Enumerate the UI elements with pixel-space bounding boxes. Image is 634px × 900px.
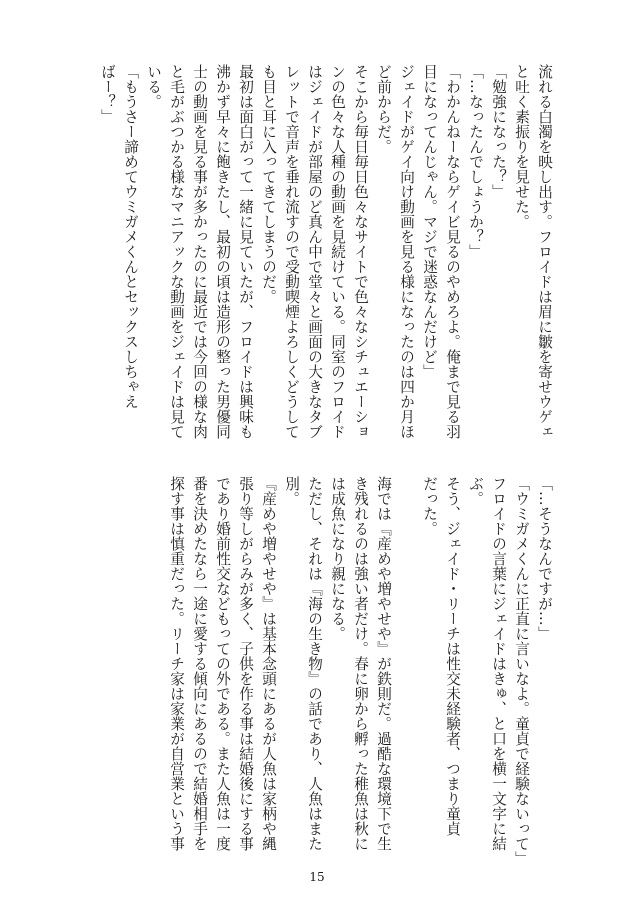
text-line: 「勉強になった？」: [490, 64, 507, 199]
text-line: ジェイドがゲイ向け動画を見る様になったのは四か月ほ: [398, 64, 415, 439]
text-line: は成魚になり親になる。: [329, 476, 346, 641]
text-line: 探す事は慎重だった。リーチ家は家業が自営業という事: [168, 476, 185, 851]
text-line: 「わかんねーならゲイビ見るのやめろよ。俺まで見る羽: [444, 64, 461, 439]
text-line: そこから毎日毎日色々なサイトで色々なシチュエーショ: [352, 64, 369, 439]
text-line: 流れる白濁を映し出す。フロイドは眉に皺を寄せウゲェ: [536, 64, 553, 439]
text-line: 「もうさー諦めてウミガメくんとセックスしちゃえ: [122, 64, 139, 409]
text-line: も目と耳に入ってきてしまうのだ。: [260, 64, 277, 304]
text-line: そう、ジェイド・リーチは性交未経験者、つまり童貞: [444, 476, 461, 836]
text-line: と吐く素振りを見せた。: [513, 64, 530, 229]
text-line: 「…なったんでしょうか？」: [467, 64, 484, 259]
text-line: 最初は面白がって一緒に見ていたが、フロイドは興味も: [237, 64, 254, 439]
text-line: 海では『産めや増やせや』が鉄則だ。過酷な環境下で生: [375, 476, 392, 851]
text-line: 目になってんじゃん。マジで迷惑なんだけど」: [421, 64, 438, 379]
text-line: 『産めや増やせや』は基本念頭にあるが人魚は家柄や縄: [260, 476, 277, 851]
text-line: と毛がぶつかる様なマニアックな動画をジェイドは見て: [168, 64, 185, 439]
text-line: ただし、それは『海の生き物』の話であり、人魚はまた: [306, 476, 323, 851]
text-line: 士の動画を見る事が多かったのに最近では今回の様な肉: [191, 64, 208, 439]
blank-line: [395, 476, 418, 854]
text-line: フロイドの言葉にジェイドはきゅ、と口を横一文字に結: [490, 476, 507, 851]
text-line: ンの色々な人種の動画を見続けている。同室のフロイド: [329, 64, 346, 439]
text-line: 「ウミガメくんに正直に言いなよ。童貞で経験ないって」: [513, 476, 530, 866]
page-number: 15: [309, 870, 325, 884]
text-line: 番を決めたなら一途に愛する傾向にあるので結婚相手を: [191, 476, 208, 851]
text-line: ばー？」: [99, 64, 116, 124]
upper-text-block: [96, 64, 556, 449]
text-line: 張り等しがらみが多く、子供を作る事は結婚後にする事: [237, 476, 254, 851]
text-line: であり婚前性交などもっての外である。また人魚は一度: [214, 476, 231, 851]
text-line: き残れるのは強い者だけ。春に卵から孵った稚魚は秋に: [352, 476, 369, 851]
text-line: 沸かず早々に飽きたし、最初の頃は造形の整った男優同: [214, 64, 231, 439]
text-line: 「…そうなんですが…」: [536, 476, 553, 641]
text-line: レットで音声を垂れ流すので受動喫煙よろしくどうして: [283, 64, 300, 439]
lower-text-block: [165, 476, 556, 866]
text-line: はジェイドが部屋のど真ん中で堂々と画面の大きなタブ: [306, 64, 323, 439]
text-line: ぶ。: [467, 476, 484, 506]
text-line: いる。: [145, 64, 162, 109]
text-line: ど前からだ。: [375, 64, 392, 154]
text-line: だった。: [421, 476, 438, 536]
text-line: 別。: [283, 476, 300, 506]
